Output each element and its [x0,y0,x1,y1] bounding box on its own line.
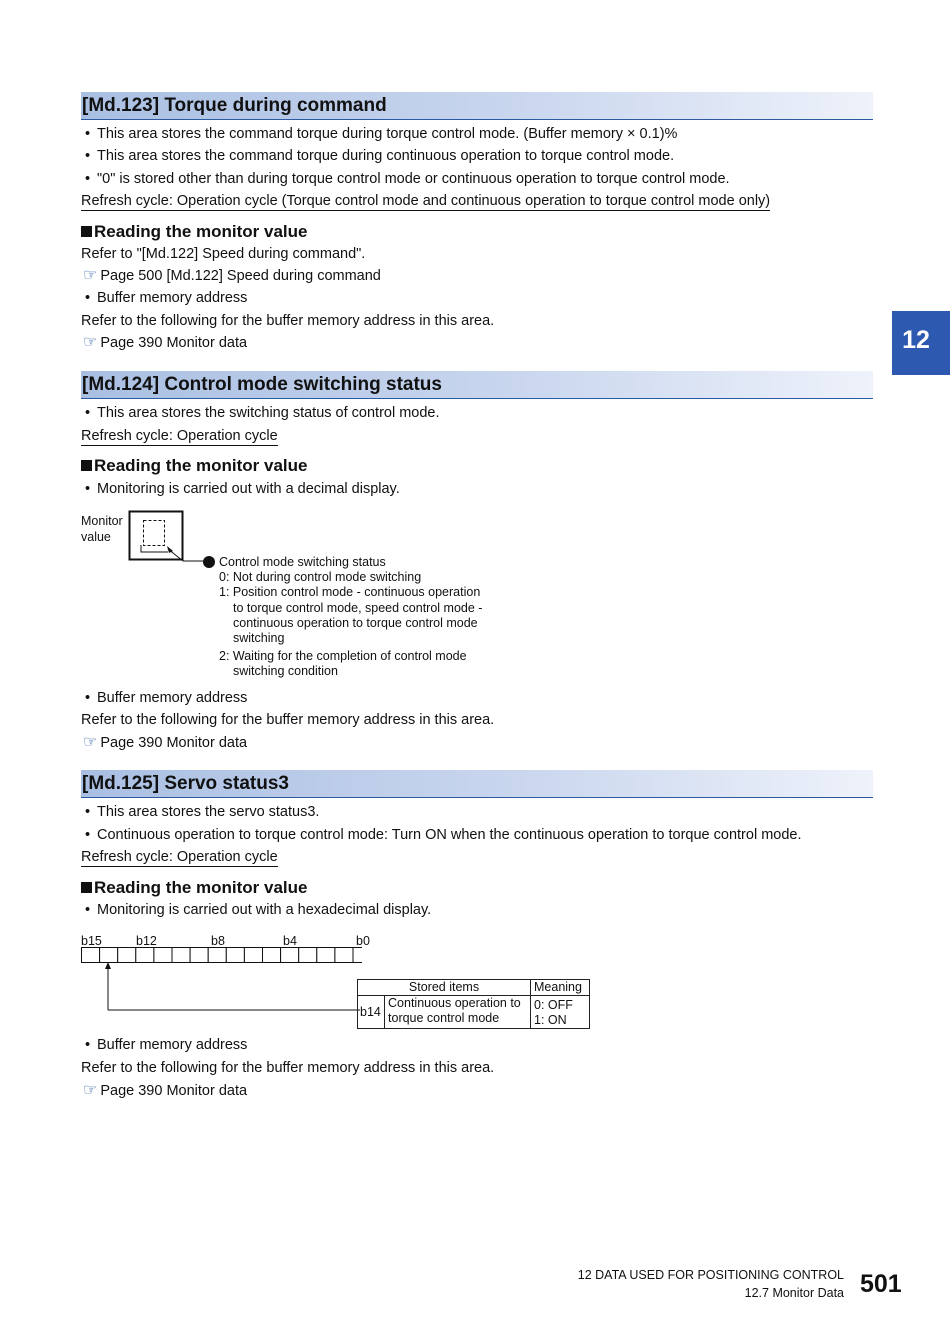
bit-cell [226,948,244,963]
filled-circle-icon [203,556,215,568]
bullet-text: • "0" is stored other than during torque control mode or continuous operation to torque control mode. [97,170,730,188]
bit-cell [263,948,281,963]
refresh-cycle: Refresh cycle: Operation cycle (Torque control mode and continuous operation to torque control mode only) [81,193,771,209]
page-reference-link[interactable]: ☞ Page 390 Monitor data [83,1082,248,1099]
bullet-text: • Buffer memory address [97,1036,247,1054]
status-line: 2: Waiting for the completion of control mode [219,649,467,663]
chapter-tab [892,311,950,375]
buffer-text: Refer to the following for the buffer memory address in this area. [81,313,495,329]
buffer-text: Refer to the following for the buffer memory address in this area. [81,1060,495,1076]
reference-hand-icon: ☞ [83,334,98,351]
status-line: 0: Not during control mode switching [219,570,422,584]
bit-label: b8 [211,934,225,948]
subheading: Reading the monitor value [81,222,307,242]
bit-label: b4 [283,934,297,948]
table-cell-item: Continuous operation to torque control mode [385,996,531,1029]
table-header: Meaning [531,980,590,996]
section-title-md124: [Md.124] Control mode switching status [81,371,873,399]
bit-cell [100,948,118,963]
status-title: Control mode switching status [219,555,386,569]
section-title-md123: [Md.123] Torque during command [81,92,873,120]
page-reference-link[interactable]: ☞ Page 500 [Md.122] Speed during command [83,267,381,284]
status-line: to torque control mode, speed control mode - [233,601,483,615]
bullet-text: • Monitoring is carried out with a hexadecimal display. [97,901,431,919]
square-bullet-icon [81,882,92,893]
square-bullet-icon [81,460,92,471]
chapter-tab-number: 12 [902,326,930,354]
footer-chapter: 12 DATA USED FOR POSITIONING CONTROL [577,1268,844,1282]
reference-hand-icon: ☞ [83,267,98,284]
bit-cell [335,948,353,963]
page-reference-link[interactable]: ☞ Page 390 Monitor data [83,334,248,351]
bullet-text: • Continuous operation to torque control mode: Turn ON when the continuous operation to torque control mode. [97,826,802,844]
table-header: Stored items [358,980,531,996]
status-line: switching [233,631,285,645]
bit-cell [82,948,100,963]
monitor-label: Monitor [81,514,123,528]
table-cell-bit: b14 [358,996,385,1029]
bit-cell [281,948,299,963]
bit-cell [172,948,190,963]
table-cell-meaning: 0: OFF 1: ON [531,996,590,1029]
bit-cell [154,948,172,963]
arrow-up-icon [105,962,111,969]
refresh-cycle: Refresh cycle: Operation cycle [81,849,278,865]
bit-cell [190,948,208,963]
bit-cell [136,948,154,963]
bit-register-diagram [80,946,362,1016]
bullet-text: • This area stores the servo status3. [97,803,319,821]
bullet-text: • This area stores the switching status of control mode. [97,404,440,422]
bit-label: b12 [136,934,157,948]
section-title-md125: [Md.125] Servo status3 [81,770,873,798]
table-row [358,996,590,1029]
bullet-text: • This area stores the command torque during torque control mode. (Buffer memory × 0.1)% [97,125,677,143]
page-reference-link[interactable]: ☞ Page 390 Monitor data [83,734,248,751]
monitor-label: value [81,530,111,544]
bullet-text: • This area stores the command torque during continuous operation to torque control mode. [97,147,674,165]
bit-cell [299,948,317,963]
subheading: Reading the monitor value [81,456,307,476]
stored-items-table [357,979,590,1029]
bit-cell [353,948,362,963]
status-line: continuous operation to torque control mode [233,616,478,630]
bit-cell [208,948,226,963]
bullet-text: • Buffer memory address [97,689,247,707]
page-number: 501 [860,1270,902,1298]
status-line: 1: Position control mode - continuous operation [219,585,481,599]
footer-section: 12.7 Monitor Data [744,1286,844,1300]
square-bullet-icon [81,226,92,237]
bit-cell [118,948,136,963]
bit-cell [317,948,335,963]
bit-cell [244,948,262,963]
buffer-text: Refer to the following for the buffer memory address in this area. [81,712,495,728]
reference-hand-icon: ☞ [83,1082,98,1099]
status-line: switching condition [233,664,338,678]
reference-hand-icon: ☞ [83,734,98,751]
refresh-cycle: Refresh cycle: Operation cycle [81,428,278,444]
refer-text: Refer to "[Md.122] Speed during command". [81,246,366,262]
bullet-text: • Buffer memory address [97,289,247,307]
bit-label: b15 [81,934,102,948]
subheading: Reading the monitor value [81,878,307,898]
bit-label: b0 [356,934,370,948]
bullet-text: • Monitoring is carried out with a decimal display. [97,480,400,498]
